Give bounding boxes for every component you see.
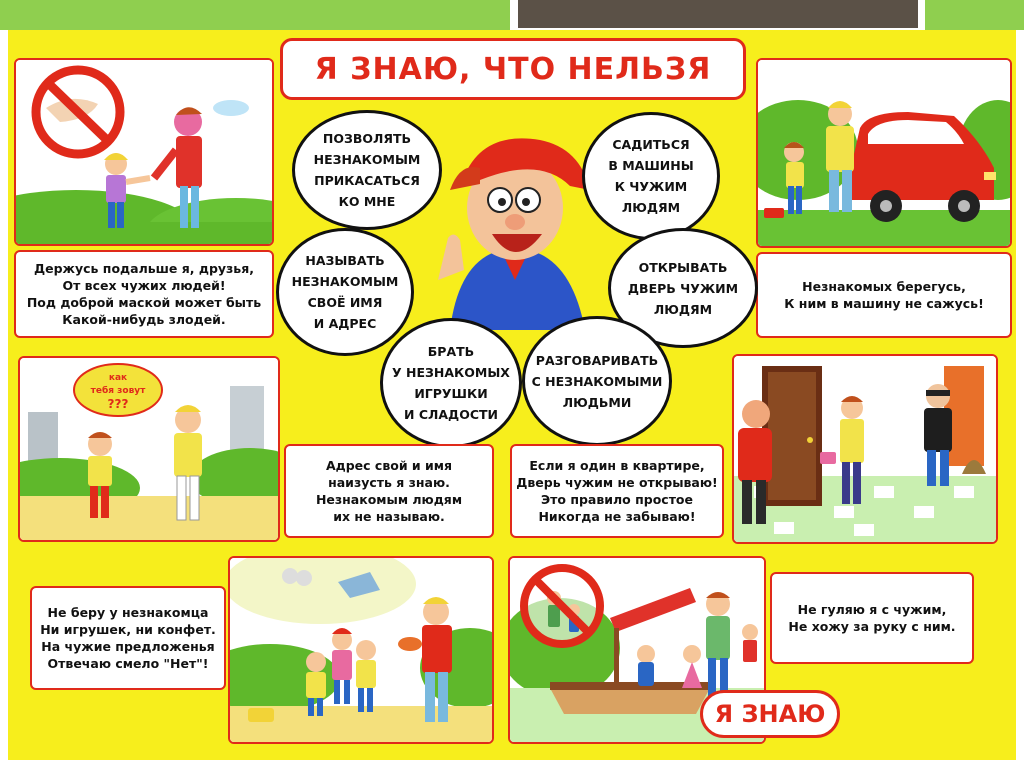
caption-line: Адрес свой и имя xyxy=(325,458,453,473)
scene-sweets-illustration xyxy=(230,558,492,742)
caption-line: Отвечаю смело "Нет"! xyxy=(47,656,209,671)
speech-bubble xyxy=(74,364,162,416)
bubble-line: С НЕЗНАКОМЫМИ xyxy=(531,373,663,389)
bubble-line: ЛЮДЯМ xyxy=(653,301,713,317)
bubble-line: И АДРЕС xyxy=(313,316,377,331)
panel-door xyxy=(732,354,998,544)
bubble-line: ПОЗВОЛЯТЬ xyxy=(322,131,412,146)
caption-line: Дверь чужим не открываю! xyxy=(516,475,718,490)
bubble-name-address xyxy=(276,228,414,356)
cartoon-boy-icon xyxy=(420,120,610,330)
caption-line: Не беру у незнакомца xyxy=(47,605,209,620)
poster-title: Я ЗНАЮ, ЧТО НЕЛЬЗЯ xyxy=(314,51,712,87)
panel-name-question xyxy=(18,356,280,542)
caption-line: Это правило простое xyxy=(540,492,694,507)
bubble-toys-sweets xyxy=(380,318,522,448)
caption-line: На чужие предложенья xyxy=(41,639,215,654)
caption-line: наизусть я знаю. xyxy=(328,475,450,490)
bubble-line: РАЗГОВАРИВАТЬ xyxy=(535,352,659,368)
bubble-line: ИГРУШКИ xyxy=(414,386,488,401)
speech-line-3: ??? xyxy=(107,397,129,411)
caption-line: Какой-нибудь злодей. xyxy=(62,312,226,327)
caption-line: К ним в машину не сажусь! xyxy=(784,296,984,311)
caption-line: Держусь подальше я, друзья, xyxy=(34,261,254,276)
caption-line: Не хожу за руку с ним. xyxy=(788,619,956,634)
scene-door-illustration xyxy=(734,356,996,542)
caption-line: От всех чужих людей! xyxy=(62,278,226,293)
panel-car xyxy=(756,58,1012,248)
caption-line: их не называю. xyxy=(333,509,445,524)
slide-top-stripe-right xyxy=(925,0,1024,30)
caption-toys-sweets xyxy=(30,586,226,690)
caption-name-address xyxy=(284,444,494,538)
poster-title-box xyxy=(280,38,746,100)
prohibition-sign-icon xyxy=(524,568,600,644)
scene-stranger-touch-illustration xyxy=(16,60,272,244)
caption-line: Если я один в квартире, xyxy=(529,458,705,473)
bubble-line: ПРИКАСАТЬСЯ xyxy=(314,173,420,188)
bubble-line: НЕЗНАКОМЫМ xyxy=(313,152,421,167)
caption-door xyxy=(510,444,724,538)
bubble-line: ДВЕРЬ ЧУЖИМ xyxy=(627,280,739,296)
bubble-line: К ЧУЖИМ xyxy=(614,179,688,194)
bubble-line: ЛЮДЯМ xyxy=(621,200,681,215)
caption-stranger-touch xyxy=(14,250,274,338)
bubble-line: ЛЮДЬМИ xyxy=(562,394,632,410)
panel-stranger-touch xyxy=(14,58,274,246)
bubble-line: ОТКРЫВАТЬ xyxy=(638,259,728,275)
bubble-line: И СЛАДОСТИ xyxy=(404,407,498,422)
caption-walk xyxy=(770,572,974,664)
caption-line: Не гуляю я с чужим, xyxy=(797,602,947,617)
bubble-line: НАЗЫВАТЬ xyxy=(305,253,385,268)
caption-line: Незнакомым людям xyxy=(315,492,463,507)
caption-line: Никогда не забываю! xyxy=(538,509,696,524)
bubble-touch xyxy=(292,110,442,230)
bubble-talk xyxy=(522,316,672,446)
bubble-line: НЕЗНАКОМЫМ xyxy=(291,274,399,289)
bubble-line: КО МНЕ xyxy=(338,194,396,209)
bubble-car xyxy=(582,112,720,240)
slide-top-stripe-left xyxy=(0,0,510,30)
scene-name-question-illustration xyxy=(20,358,278,540)
bubble-line: БРАТЬ xyxy=(427,344,475,359)
bubble-line: САДИТЬСЯ xyxy=(612,137,690,152)
i-know-badge: Я ЗНАЮ xyxy=(700,690,840,738)
bubble-line: СВОЁ ИМЯ xyxy=(307,295,383,310)
speech-line-2: тебя зовут xyxy=(90,386,146,396)
panel-sweets xyxy=(228,556,494,744)
prohibition-sign-icon xyxy=(36,70,120,154)
caption-line: Ни игрушек, ни конфет. xyxy=(40,622,216,637)
speech-line-1: как xyxy=(108,373,128,383)
caption-line: Незнакомых берегусь, xyxy=(802,279,966,294)
bubble-line: В МАШИНЫ xyxy=(608,158,694,173)
slide-top-dark-bar xyxy=(518,0,918,28)
caption-line: Под доброй маской может быть xyxy=(26,295,262,310)
scene-car-illustration xyxy=(758,60,1010,246)
bubble-line: У НЕЗНАКОМЫХ xyxy=(392,365,510,380)
caption-car xyxy=(756,252,1012,338)
